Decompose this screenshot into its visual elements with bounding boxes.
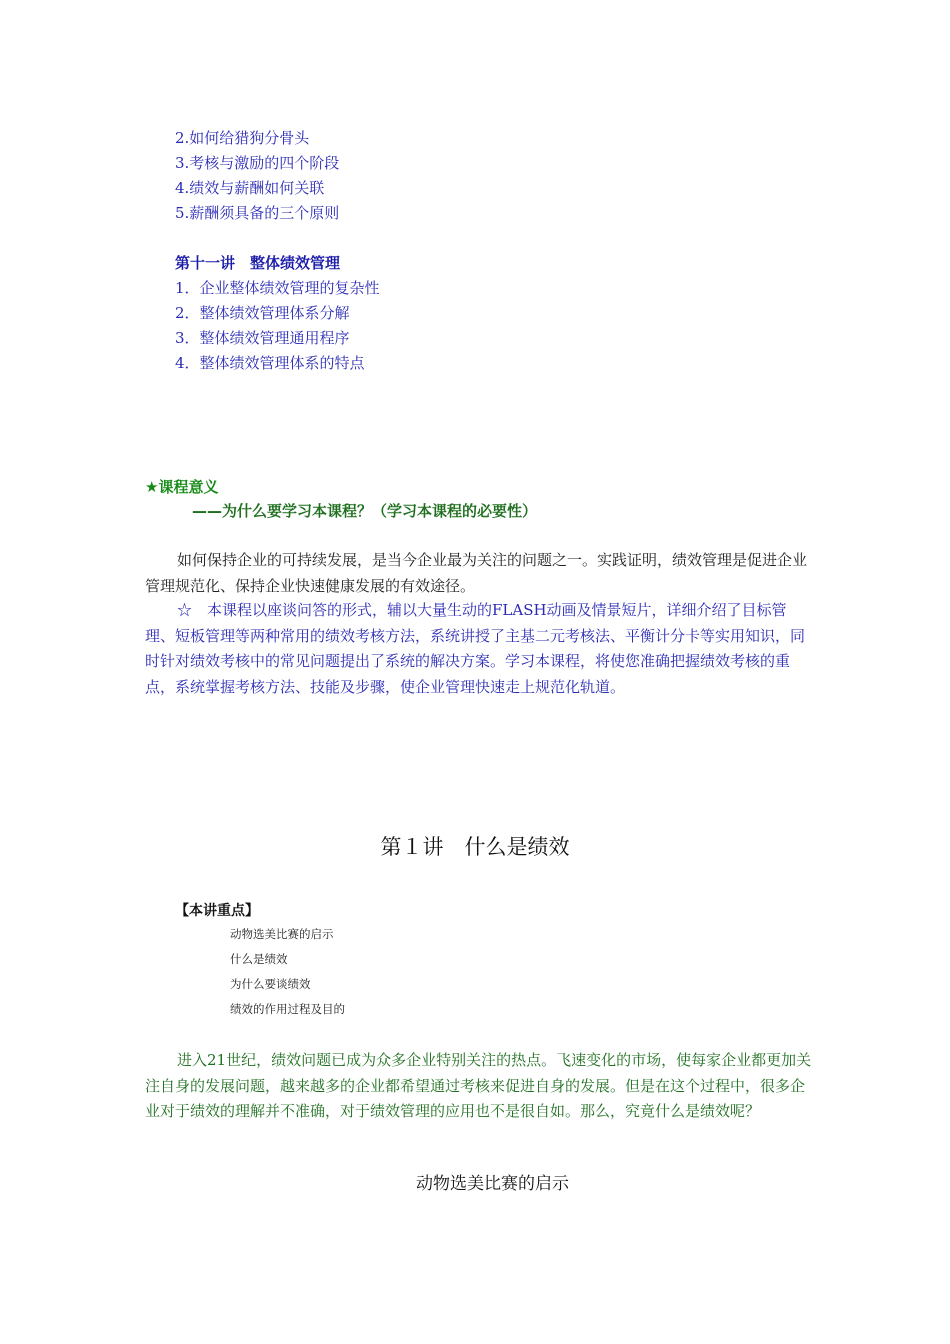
lecture-1-intro: 进入21世纪，绩效问题已成为众多企业特别关注的热点。飞速变化的市场，使每家企业都更加关注自身的发展问题，越来越多的企业都希望通过考核来促进自身的发展。但是在这个过程中，很多企业对于绩效的理解并不准确，对于绩效管理的应用也不是很自如。那么，究竟什么是绩效呢？ [145, 1051, 812, 1120]
list-item: 4.绩效与薪酬如何关联 [175, 179, 325, 197]
list-item: 2．整体绩效管理体系分解 [175, 304, 350, 322]
list-item: 4．整体绩效管理体系的特点 [175, 354, 365, 372]
focus-item: 为什么要谈绩效 [230, 977, 311, 991]
focus-label: 【本讲重点】 [175, 903, 259, 919]
significance-subheading: ——为什么要学习本课程？（学习本课程的必要性） [192, 502, 538, 520]
focus-item: 绩效的作用过程及目的 [230, 1002, 345, 1016]
list-item: 3．整体绩效管理通用程序 [175, 329, 350, 347]
focus-item: 什么是绩效 [230, 952, 288, 966]
lecture-11-title: 第十一讲 整体绩效管理 [175, 254, 341, 272]
significance-heading: ★课程意义 [145, 478, 219, 496]
focus-item: 动物选美比赛的启示 [230, 927, 334, 941]
section-title: 动物选美比赛的启示 [416, 1174, 569, 1194]
significance-paragraph-2: ☆ 本课程以座谈问答的形式，辅以大量生动的FLASH动画及情景短片，详细介绍了目标管理、短板管理等两种常用的绩效考核方法，系统讲授了主基二元考核法、平衡计分卡等实用知识，同时针对绩效考核中的常见问题提出了系统的解决方案。学习本课程，将使您准确把握绩效考核的重点，系统掌握考核方法、技能及步骤，使企业管理快速走上规范化轨道。 [145, 601, 806, 696]
list-item: 2.如何给猎狗分骨头 [175, 129, 310, 147]
list-item: 1．企业整体绩效管理的复杂性 [175, 279, 380, 297]
significance-paragraph-1: 如何保持企业的可持续发展，是当今企业最为关注的问题之一。实践证明，绩效管理是促进企业管理规范化、保持企业快速健康发展的有效途径。 [145, 551, 808, 595]
lecture-1-title: 第１讲 什么是绩效 [380, 835, 570, 859]
list-item: 5.薪酬须具备的三个原则 [175, 204, 340, 222]
list-item: 3.考核与激励的四个阶段 [175, 154, 340, 172]
